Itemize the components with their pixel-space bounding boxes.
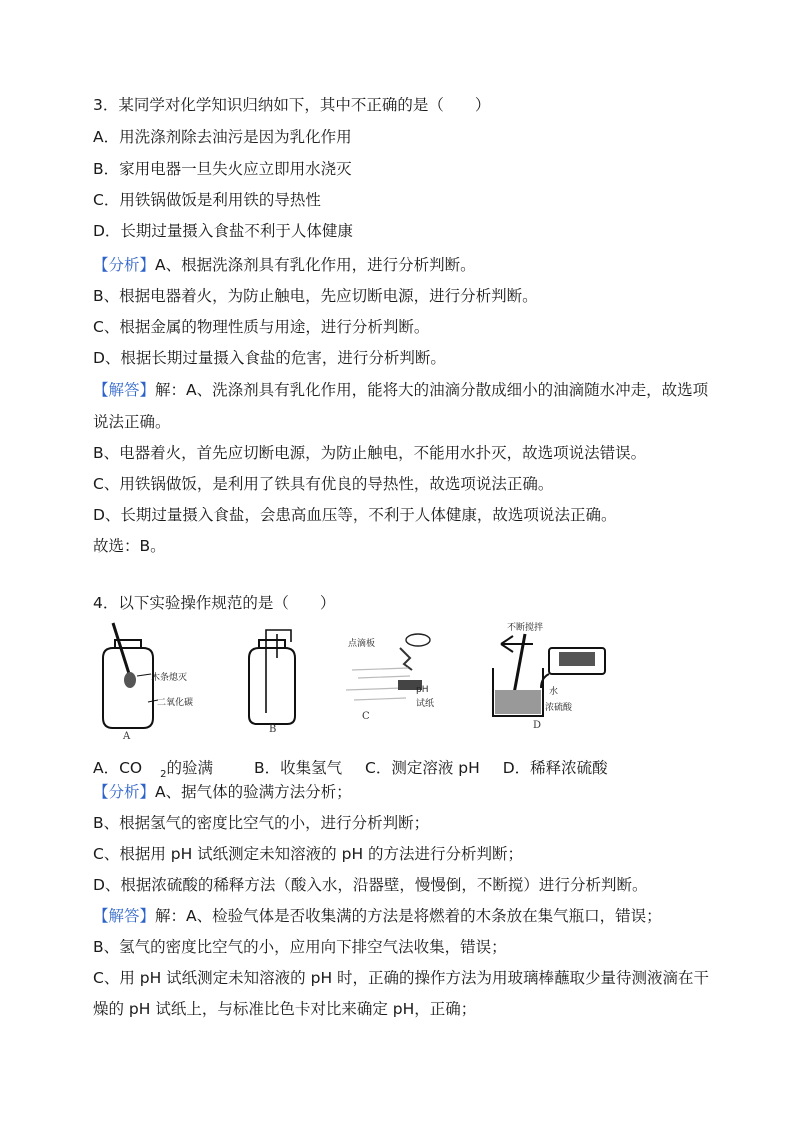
figure-a-note1: 木条熄灭 — [151, 673, 188, 683]
q4-solution-c: C、用 pH 试纸测定未知溶液的 pH 时，正确的操作方法为用玻璃棒蘸取少量待测液滴在干 — [93, 969, 710, 987]
q4-figures — [93, 618, 613, 748]
q3-solution-line — [93, 379, 713, 401]
figure-d-note2: 水 — [549, 687, 559, 697]
figure-d-label: D — [533, 720, 542, 731]
q3-analysis-line — [93, 254, 713, 276]
figure-c-label: C — [362, 711, 370, 722]
q4-solution-a: 解：A、检验气体是否收集满的方法是将燃着的木条放在集气瓶口，错误； — [155, 907, 662, 925]
q4-option-a — [93, 759, 231, 781]
figure-c-note1: 点滴板 — [348, 639, 376, 649]
q3-solution-a-cont: 说法正确。 — [93, 413, 171, 431]
q3-option-b: B．家用电器一旦失火应立即用水浇灭 — [93, 160, 352, 178]
figure-b-label: B — [269, 724, 277, 735]
gas-bottle-with-splint-diagram — [93, 618, 203, 743]
q4-option-a-prefix: A．CO — [93, 759, 143, 777]
q3-stem: 3．某同学对化学知识归纳如下，其中不正确的是（ ） — [93, 96, 491, 114]
figure-a-label: A — [123, 731, 131, 742]
acid-dilution-diagram — [485, 618, 615, 743]
q4-analysis-line — [93, 781, 713, 803]
solution-tag: 【解答】 — [93, 907, 156, 925]
q4-solution-c-cont: 燥的 pH 试纸上，与标准比色卡对比来确定 pH，正确； — [93, 1000, 477, 1018]
figure-c-note2: pH — [416, 685, 429, 695]
q4-option-d: D．稀释浓硫酸 — [502, 759, 608, 777]
q4-solution-b: B、氢气的密度比空气的小，应用向下排空气法收集，错误； — [93, 938, 507, 956]
q3-solution-b: B、电器着火，首先应切断电源，为防止触电，不能用水扑灭，故选项说法错误。 — [93, 444, 647, 462]
figure-c-note3: 试纸 — [416, 699, 435, 709]
figure-d — [485, 618, 615, 743]
q4-option-a-subscript: 2 — [160, 769, 167, 781]
solution-tag: 【解答】 — [93, 381, 156, 399]
q3-option-c: C．用铁锅做饭是利用铁的导热性 — [93, 191, 321, 209]
q4-analysis-c: C、根据用 pH 试纸测定未知溶液的 pH 的方法进行分析判断； — [93, 845, 524, 863]
q4-analysis-d: D、根据浓硫酸的稀释方法（酸入水，沿器壁，慢慢倒，不断搅）进行分析判断。 — [93, 876, 648, 894]
figure-d-note3: 浓硫酸 — [545, 703, 573, 713]
q4-option-b: B．收集氢气 — [253, 759, 343, 777]
analysis-tag: 【分析】 — [93, 783, 156, 801]
figure-a — [93, 618, 203, 743]
figure-b — [241, 618, 311, 743]
q3-analysis-d: D、根据长期过量摄入食盐的危害，进行分析判断。 — [93, 349, 446, 367]
q3-solution-a: 解：A、洗涤剂具有乳化作用，能将大的油滴分散成细小的油滴随水冲走，故选项 — [155, 381, 709, 399]
ph-test-diagram — [338, 618, 458, 743]
q3-option-a: A．用洗涤剂除去油污是因为乳化作用 — [93, 128, 352, 146]
q3-analysis-b: B、根据电器着火，为防止触电，先应切断电源，进行分析判断。 — [93, 287, 538, 305]
q3-solution-c: C、用铁锅做饭，是利用了铁具有优良的导热性，故选项说法正确。 — [93, 475, 554, 493]
q3-analysis-a: A、根据洗涤剂具有乳化作用，进行分析判断。 — [155, 256, 476, 274]
q3-solution-d: D、长期过量摄入食盐，会患高血压等，不利于人体健康，故选项说法正确。 — [93, 506, 617, 524]
q4-stem: 4．以下实验操作规范的是（ ） — [93, 594, 336, 612]
q3-answer: 故选：B。 — [93, 537, 166, 555]
figure-c — [338, 618, 458, 743]
q4-analysis-b: B、根据氢气的密度比空气的小，进行分析判断； — [93, 814, 430, 832]
figure-a-note2: 二氧化碳 — [157, 698, 194, 708]
q3-analysis-c: C、根据金属的物理性质与用途，进行分析判断。 — [93, 318, 430, 336]
analysis-tag: 【分析】 — [93, 256, 156, 274]
q4-option-a-suffix: 的验满 — [166, 759, 214, 777]
figure-d-note1: 不断搅拌 — [507, 623, 544, 633]
q4-analysis-a: A、据气体的验满方法分析； — [155, 783, 352, 801]
q3-option-d: D．长期过量摄入食盐不利于人体健康 — [93, 222, 353, 240]
q4-option-c: C．测定溶液 pH — [365, 759, 480, 777]
q4-solution-line — [93, 905, 713, 927]
